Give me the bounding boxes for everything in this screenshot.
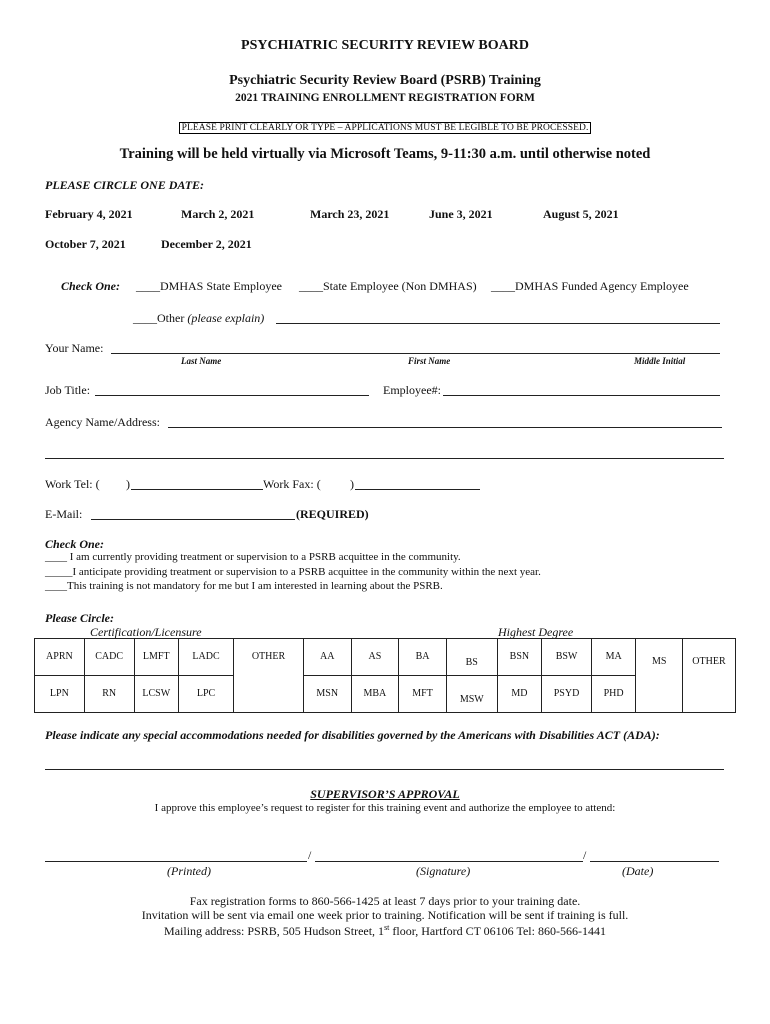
employee-number-line[interactable] bbox=[443, 395, 720, 396]
table-row bbox=[35, 676, 736, 713]
printed-caption: (Printed) bbox=[167, 864, 211, 878]
work-tel-paren: ) bbox=[126, 477, 130, 491]
agency-line-2[interactable] bbox=[45, 458, 724, 459]
credential-cell[interactable]: LMFT bbox=[134, 639, 178, 676]
last-name-caption: Last Name bbox=[181, 356, 222, 366]
acquittee-check-label: Check One: bbox=[45, 537, 104, 551]
degree-cell[interactable]: BSN bbox=[497, 639, 541, 676]
degree-cell[interactable]: MD bbox=[497, 676, 541, 713]
agency-line[interactable] bbox=[168, 427, 722, 428]
employee-type-other[interactable]: ____Other (please explain) bbox=[133, 311, 265, 325]
slash-separator: / bbox=[583, 848, 587, 862]
credential-cell[interactable]: OTHER bbox=[234, 639, 304, 713]
degree-heading: Highest Degree bbox=[498, 625, 574, 639]
acquittee-option[interactable]: ____This training is not mandatory for me but I am interested in learning about the PSRB. bbox=[45, 580, 443, 592]
date-option[interactable]: December 2, 2021 bbox=[161, 237, 252, 251]
date-option[interactable]: June 3, 2021 bbox=[429, 207, 493, 221]
form-title: 2021 TRAINING ENROLLMENT REGISTRATION FORM bbox=[235, 92, 535, 104]
date-option[interactable]: October 7, 2021 bbox=[45, 237, 126, 251]
degree-cell[interactable]: AS bbox=[351, 639, 399, 676]
legibility-notice: PLEASE PRINT CLEARLY OR TYPE – APPLICATIONS MUST BE LEGIBLE TO BE PROCESSED. bbox=[0, 117, 770, 135]
date-caption: (Date) bbox=[622, 864, 654, 878]
ada-question: Please indicate any special accommodations needed for disabilities governed by the Americans with Disabilities ACT (ADA): bbox=[45, 728, 660, 742]
email-line[interactable] bbox=[91, 519, 295, 520]
middle-initial-caption: Middle Initial bbox=[634, 356, 686, 366]
signature-line[interactable] bbox=[315, 861, 583, 862]
credential-cell[interactable]: LCSW bbox=[134, 676, 178, 713]
degree-cell[interactable]: MS bbox=[636, 639, 683, 713]
degree-cell[interactable]: AA bbox=[303, 639, 351, 676]
credential-cell[interactable]: LPN bbox=[35, 676, 85, 713]
work-tel-line[interactable] bbox=[131, 489, 263, 490]
credential-cell[interactable]: APRN bbox=[35, 639, 85, 676]
degree-cell[interactable]: MSN bbox=[303, 676, 351, 713]
date-option[interactable]: August 5, 2021 bbox=[543, 207, 619, 221]
employee-type-option[interactable]: ____DMHAS State Employee bbox=[136, 279, 282, 293]
ada-response-line[interactable] bbox=[45, 769, 724, 770]
your-name-label: Your Name: bbox=[45, 341, 104, 355]
training-note: Training will be held virtually via Microsoft Teams, 9-11:30 a.m. until otherwise noted bbox=[119, 146, 651, 162]
degree-cell[interactable]: BSW bbox=[542, 639, 592, 676]
credential-cell[interactable]: CADC bbox=[84, 639, 134, 676]
table-row bbox=[35, 639, 736, 676]
employee-type-label: Check One: bbox=[61, 279, 120, 293]
degree-cell[interactable]: MA bbox=[591, 639, 635, 676]
degree-cell[interactable]: MFT bbox=[399, 676, 447, 713]
email-required: (REQUIRED) bbox=[296, 507, 369, 521]
degree-cell[interactable]: OTHER bbox=[682, 639, 735, 713]
date-option[interactable]: February 4, 2021 bbox=[45, 207, 133, 221]
other-explain-line[interactable] bbox=[276, 323, 720, 324]
employee-number-label: Employee#: bbox=[383, 383, 441, 397]
signature-caption: (Signature) bbox=[416, 864, 471, 878]
work-fax-label: Work Fax: ( bbox=[263, 477, 321, 491]
degree-cell[interactable]: BA bbox=[399, 639, 447, 676]
credentials-table bbox=[34, 638, 736, 713]
date-instruction: PLEASE CIRCLE ONE DATE: bbox=[45, 178, 205, 192]
mailing-address: Mailing address: PSRB, 505 Hudson Street, 1st floor, Hartford CT 06106 Tel: 860-566-1441 bbox=[164, 923, 606, 938]
job-title-label: Job Title: bbox=[45, 383, 91, 397]
degree-cell[interactable]: BS bbox=[446, 639, 497, 676]
job-title-line[interactable] bbox=[95, 395, 369, 396]
employee-type-option[interactable]: ____State Employee (Non DMHAS) bbox=[299, 279, 477, 293]
degree-cell[interactable]: PSYD bbox=[542, 676, 592, 713]
work-tel-label: Work Tel: ( bbox=[45, 477, 100, 491]
please-circle-label: Please Circle: bbox=[45, 611, 114, 625]
acquittee-option[interactable]: _____I anticipate providing treatment or supervision to a PSRB acquittee in the community within the next year. bbox=[45, 566, 541, 578]
first-name-caption: First Name bbox=[408, 356, 451, 366]
credential-cell[interactable]: LPC bbox=[179, 676, 234, 713]
credential-cell[interactable]: RN bbox=[84, 676, 134, 713]
degree-cell[interactable]: PHD bbox=[591, 676, 635, 713]
date-line[interactable] bbox=[590, 861, 719, 862]
employee-type-option[interactable]: ____DMHAS Funded Agency Employee bbox=[491, 279, 689, 293]
date-option[interactable]: March 23, 2021 bbox=[310, 207, 390, 221]
work-fax-line[interactable] bbox=[355, 489, 480, 490]
acquittee-option[interactable]: ____ I am currently providing treatment or supervision to a PSRB acquittee in the community. bbox=[45, 551, 461, 563]
agency-label: Agency Name/Address: bbox=[45, 415, 160, 429]
work-fax-paren: ) bbox=[350, 477, 354, 491]
credential-cell[interactable]: LADC bbox=[179, 639, 234, 676]
degree-cell[interactable]: MSW bbox=[446, 676, 497, 713]
supervisor-approval-heading: SUPERVISOR’S APPROVAL bbox=[310, 787, 460, 801]
training-title: Psychiatric Security Review Board (PSRB) Training bbox=[229, 73, 541, 88]
board-title: PSYCHIATRIC SECURITY REVIEW BOARD bbox=[241, 38, 529, 53]
approval-statement: I approve this employee’s request to register for this training event and authorize the employee to attend: bbox=[154, 802, 616, 814]
degree-cell[interactable]: MBA bbox=[351, 676, 399, 713]
email-label: E-Mail: bbox=[45, 507, 83, 521]
your-name-line[interactable] bbox=[111, 353, 720, 354]
slash-separator: / bbox=[308, 848, 312, 862]
fax-instructions: Fax registration forms to 860-566-1425 at least 7 days prior to your training date. bbox=[189, 894, 581, 908]
cert-heading: Certification/Licensure bbox=[90, 625, 202, 639]
invitation-note: Invitation will be sent via email one week prior to training. Notification will be sent if training is full. bbox=[141, 908, 629, 922]
printed-name-line[interactable] bbox=[45, 861, 307, 862]
date-option[interactable]: March 2, 2021 bbox=[181, 207, 255, 221]
